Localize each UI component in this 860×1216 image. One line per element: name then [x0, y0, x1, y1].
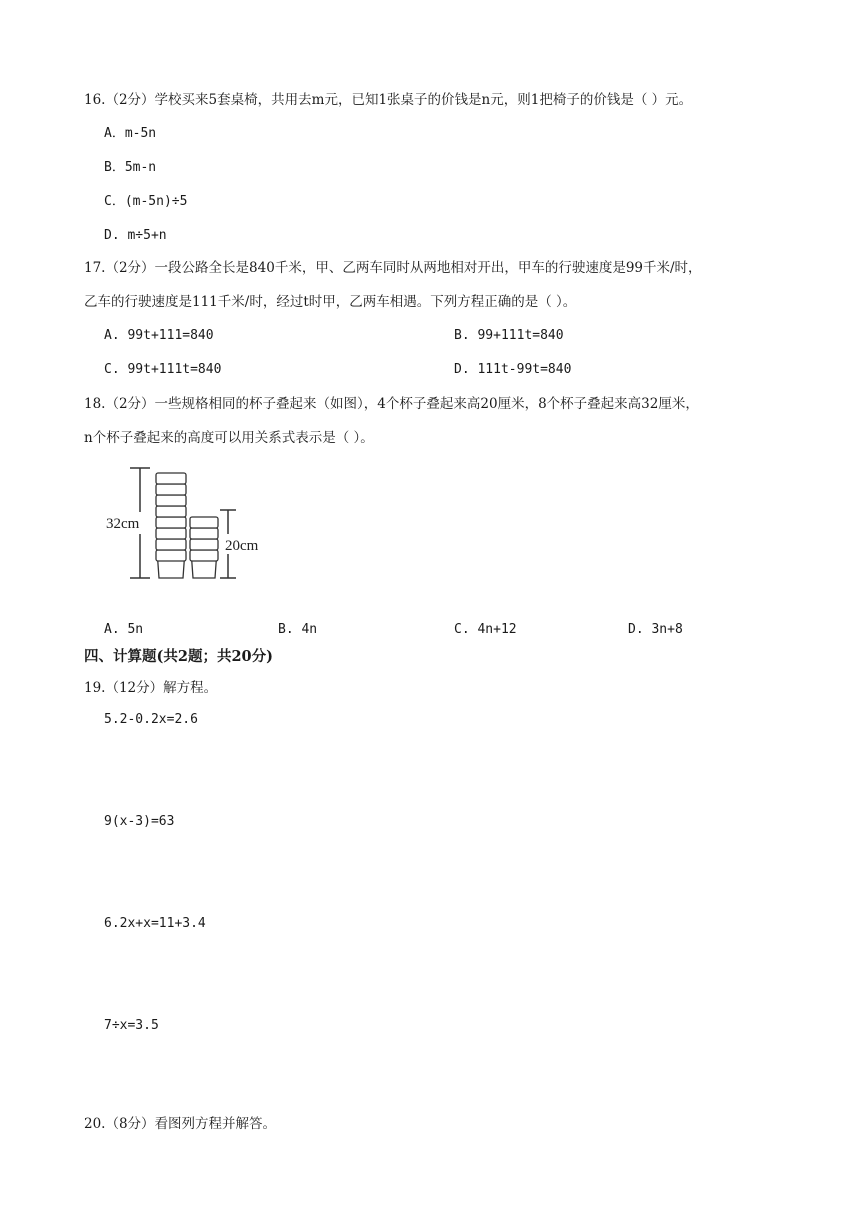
cup-rim: [156, 506, 186, 517]
cup-rim: [190, 517, 218, 528]
right-cup-stack: [190, 517, 218, 578]
section-heading: 四、计算题(共2题；共20分): [84, 648, 273, 665]
q18-option-a: A. 5n: [104, 622, 144, 637]
right-height-label: 20cm: [225, 538, 259, 554]
cup-rim: [156, 528, 186, 539]
cup-rim: [156, 550, 186, 561]
cup-rim: [156, 473, 186, 484]
cup-rim: [190, 550, 218, 561]
q18-stem-line1: 18.（2分）一些规格相同的杯子叠起来（如图），4个杯子叠起来高20厘米，8个杯子叠起来高32厘米，: [84, 396, 699, 412]
q17-stem-line2: 乙车的行驶速度是111千米/时，经过t时甲，乙两车相遇。下列方程正确的是（ ）。: [84, 294, 577, 310]
cup-rim: [156, 539, 186, 550]
q16-option-d: D. m÷5+n: [104, 228, 167, 243]
q20-stem: 20.（8分）看图列方程并解答。: [84, 1116, 277, 1132]
cup-rim: [190, 528, 218, 539]
cup-rim: [190, 539, 218, 550]
q16-option-c: C．(m-5n)÷5: [104, 194, 188, 209]
q16-option-a: A．m-5n: [104, 126, 157, 141]
q18-option-c: C. 4n+12: [454, 622, 517, 637]
equation-1: 5.2-0.2x=2.6: [104, 712, 198, 727]
equation-2: 9(x-3)=63: [104, 814, 175, 829]
left-cup-stack: [156, 473, 186, 578]
stacked-cups-figure: [104, 462, 284, 586]
q17-option-c: C. 99t+111t=840: [104, 362, 222, 377]
q17-option-d: D. 111t-99t=840: [454, 362, 572, 377]
q17-option-b: B. 99+111t=840: [454, 328, 564, 343]
q18-option-d: D. 3n+8: [628, 622, 683, 637]
left-height-label: 32cm: [106, 516, 140, 532]
cup-rim: [156, 495, 186, 506]
cup-rim: [156, 484, 186, 495]
q16-stem: 16.（2分）学校买来5套桌椅，共用去m元，已知1张桌子的价钱是n元，则1把椅子的价钱是（ ）元。: [84, 92, 693, 108]
q17-stem-line1: 17.（2分）一段公路全长是840千米，甲、乙两车同时从两地相对开出，甲车的行驶速度是99千米/时，: [84, 260, 702, 276]
q18-option-b: B. 4n: [278, 622, 318, 637]
q16-option-b: B．5m-n: [104, 160, 157, 175]
q19-stem: 19.（12分）解方程。: [84, 680, 218, 696]
q17-option-a: A. 99t+111=840: [104, 328, 214, 343]
cup-rim: [156, 517, 186, 528]
equation-3: 6.2x+x=11+3.4: [104, 916, 206, 931]
equation-4: 7÷x=3.5: [104, 1018, 159, 1033]
q18-stem-line2: n个杯子叠起来的高度可以用关系式表示是（ ）。: [84, 430, 374, 446]
